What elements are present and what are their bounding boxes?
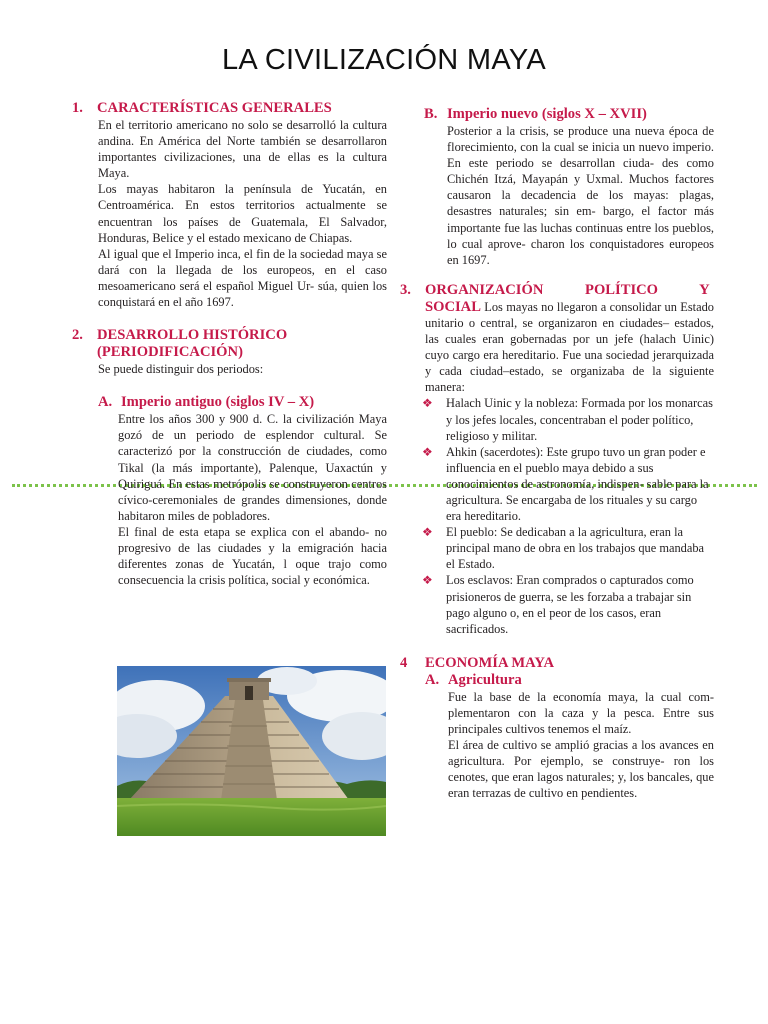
section-2-heading — [72, 327, 387, 361]
subsection-a-heading — [98, 394, 387, 411]
right-column — [400, 106, 714, 801]
section-title — [97, 327, 387, 361]
list-item — [422, 395, 714, 443]
list-item — [422, 524, 714, 572]
list-item-text: Halach Uinic y la nobleza: Formada por los monarcas y los jefes locales, concentraban el poder político, religioso y militar. — [446, 396, 713, 443]
chichen-itza-pyramid-image — [117, 666, 386, 836]
section-3-intro — [425, 299, 714, 396]
subsection-letter: B. — [424, 106, 438, 122]
list-item-text: El pueblo: Se dedicaban a la agricultura, eran la principal mano de obra en los trabajos que mandaba el Estado. — [446, 525, 705, 572]
section-number: 3. — [400, 281, 411, 298]
subsection-title: Imperio nuevo (siglos X – XVII) — [447, 106, 647, 122]
paragraph: Entre los años 300 y 900 d. C. la civilización Maya gozó de un periodo de esplendor cultural. Se caracterizó por la construcción de ciudades, como Tikal (la más importante), Palenque, Uaxactún y Quiriguá. En estas metrópolis se construyeron centros cívico-ceremoniales de grandes dimensiones, donde habitaron miles de pobladores. — [118, 412, 387, 523]
section-1-heading — [72, 100, 387, 117]
section-title-line: ORGANIZACIÓN POLÍTICO Y — [425, 281, 710, 298]
subsection-letter: A. — [98, 394, 113, 411]
section-3-heading — [400, 282, 714, 299]
paragraph: Se puede distinguir dos periodos: — [98, 362, 264, 377]
social-classes-list — [422, 395, 714, 636]
list-item — [422, 444, 714, 524]
diamond-bullet-icon: ❖ — [422, 444, 433, 459]
subsection-a-heading — [425, 672, 714, 689]
subsection-letter: A. — [425, 671, 440, 688]
paragraph: En el territorio americano no solo se desarrolló la cultura andina. En América del Norte también se desarrollaron importantes civilizaciones, una de ellas es la cultura Maya. — [98, 118, 387, 181]
pyramid-photo — [117, 666, 386, 836]
section-number: 2. — [72, 327, 83, 344]
section-4-heading — [400, 655, 714, 672]
section-title: CARACTERÍSTICAS GENERALES — [97, 100, 332, 116]
section-number: 4 — [400, 654, 408, 671]
diamond-bullet-icon: ❖ — [422, 525, 433, 540]
section-title: ECONOMÍA MAYA — [425, 654, 555, 671]
list-item-text: Los esclavos: Eran comprados o capturados como prisioneros de guerra, se les forzaba a trabajar sin pago alguno o, en el peor de los casos, eran sacrificados. — [446, 573, 694, 636]
section-number: 1. — [72, 100, 83, 116]
list-item — [422, 572, 714, 636]
diamond-bullet-icon: ❖ — [422, 573, 433, 588]
subsection-title: Imperio antiguo (siglos IV – X) — [121, 394, 315, 411]
subsection-title: Agricultura — [448, 671, 522, 688]
paragraph: Al igual que el Imperio inca, el fin de la sociedad maya se dará con la llegada de los europeos, en el caso mesoamericano será el español Miguel Ur- súa, quien los conquistará en el año 1697. — [98, 246, 387, 310]
list-item-text: Ahkin (sacerdotes): Este grupo tuvo un gran poder e influencia en el pueblo maya debido a sus conocimientos de astronomía, indispen- sable para la agricultura. Se encargaba de los rituales y su cargo era hereditario. — [446, 444, 709, 524]
section-title-line: (PERIODIFICACIÓN) — [97, 344, 243, 361]
paragraph: Fue la base de la economía maya, la cual com- plementaron con la caza y la pesca. Entre sus principales cultivos tenemos el maíz. — [448, 689, 714, 736]
section-title-line: DESARROLLO HISTÓRICO — [97, 327, 288, 344]
paragraph: Los mayas no llegaron a consolidar un Estado unitario o central, se organizaron en ciudades– estados, las cuales eran gobernadas por un jefe (halach Uinic) cuyo cargo era hereditario. Fue una sociedad jerarquizada y cada ciudad–estado, se organizaba de la siguiente manera: — [425, 299, 714, 395]
section-title-line: SOCIAL — [425, 298, 481, 315]
diamond-bullet-icon: ❖ — [422, 396, 433, 411]
paragraph: El área de cultivo se amplió gracias a los avances en agricultura. Por ejemplo, se construye- ron los cenotes, que eran lagos naturales; y, los bancales, que eran terrazas de cultivo en pendientes. — [448, 738, 714, 801]
left-column — [72, 100, 387, 588]
paragraph: Posterior a la crisis, se produce una nueva época de florecimiento, con la cual se inicia un nuevo imperio. En este periodo se desarrollan ciuda- des como Chichén Itzá, Mayapán y Uxmal. Muchos factores causaron la decadencia de los mayas: plagas, desastres naturales; sin em- bargo, el factor más importante fue las luchas continuas entre los pueblos, lo cual aprove- charon los conquistadores europeos en 1697. — [447, 124, 714, 267]
subsection-b-heading — [424, 106, 714, 123]
page-title: LA CIVILIZACIÓN MAYA — [221, 44, 546, 76]
paragraph: Los mayas habitaron la península de Yucatán, en Centroamérica. En estos territorios actualmente se encuentran los países de Guatemala, El Salvador, Honduras, Belice y el estado mexicano de Chiapas. — [98, 182, 387, 245]
paragraph: El final de esta etapa se explica con el abando- no progresivo de las ciudades y la emigración hacia diferentes zonas de Yucatán, l oque trajo como consecuencia la crisis política, social y económica. — [118, 524, 387, 588]
